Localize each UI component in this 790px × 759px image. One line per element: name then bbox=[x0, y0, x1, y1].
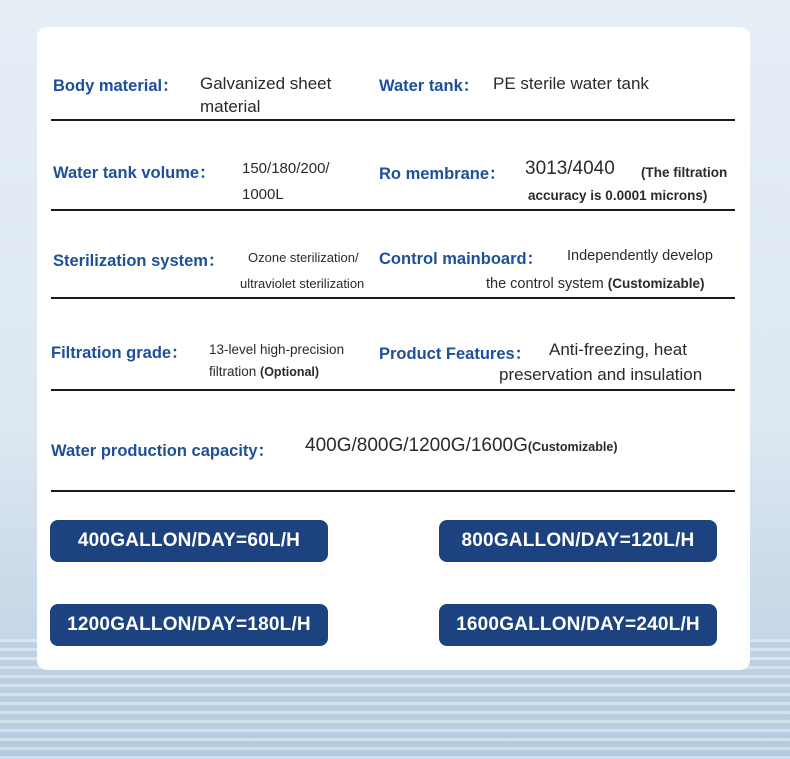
control-mainboard-label: Control mainboard： bbox=[379, 250, 544, 268]
production-capacity-value: 400G/800G/1200G/1600G(Customizable) bbox=[305, 435, 618, 456]
tank-volume-label: Water tank volume： bbox=[53, 164, 216, 182]
divider bbox=[51, 389, 735, 391]
capacity-badge: 1600GALLON/DAY=240L/H bbox=[439, 604, 717, 646]
sterilization-value-2: ultraviolet sterilization bbox=[240, 276, 365, 291]
production-capacity-note: (Customizable) bbox=[527, 440, 618, 454]
control-mainboard-value-2: the control system (Customizable) bbox=[486, 276, 705, 292]
body-material-value: Galvanized sheet material bbox=[200, 74, 332, 116]
sterilization-label: Sterilization system： bbox=[53, 252, 225, 270]
capacity-badge: 400GALLON/DAY=60L/H bbox=[50, 520, 328, 562]
spec-card bbox=[37, 27, 750, 670]
filtration-grade-value-1: 13-level high-precision bbox=[209, 342, 345, 357]
ro-membrane-note-2: accuracy is 0.0001 microns) bbox=[528, 188, 708, 203]
filtration-grade-value-2: filtration (Optional) bbox=[209, 364, 320, 379]
ro-membrane-label: Ro membrane： bbox=[379, 165, 506, 183]
divider bbox=[51, 490, 735, 492]
capacity-badge: 800GALLON/DAY=120L/H bbox=[439, 520, 717, 562]
product-features-value-1: Anti-freezing, heat bbox=[549, 340, 687, 359]
product-features-label: Product Features： bbox=[379, 345, 532, 363]
divider bbox=[51, 119, 735, 121]
divider bbox=[51, 209, 735, 211]
product-features-value-2: preservation and insulation bbox=[499, 365, 703, 384]
filtration-grade-note: (Optional) bbox=[260, 365, 320, 379]
water-tank-label: Water tank： bbox=[379, 77, 480, 95]
divider bbox=[51, 297, 735, 299]
control-mainboard-value-1: Independently develop bbox=[567, 248, 713, 264]
production-capacity-label: Water production capacity： bbox=[51, 442, 275, 460]
filtration-grade-label: Filtration grade： bbox=[51, 344, 188, 362]
capacity-badge: 1200GALLON/DAY=180L/H bbox=[50, 604, 328, 646]
ro-membrane-note-1: (The filtration bbox=[641, 165, 728, 180]
body-material-label: Body material： bbox=[53, 77, 179, 95]
ro-membrane-value: 3013/4040 bbox=[525, 158, 615, 179]
control-mainboard-note: (Customizable) bbox=[607, 276, 705, 291]
water-tank-value: PE sterile water tank bbox=[493, 74, 649, 93]
sterilization-value-1: Ozone sterilization/ bbox=[248, 250, 359, 265]
tank-volume-value: 150/180/200/ 1000L bbox=[242, 160, 330, 203]
